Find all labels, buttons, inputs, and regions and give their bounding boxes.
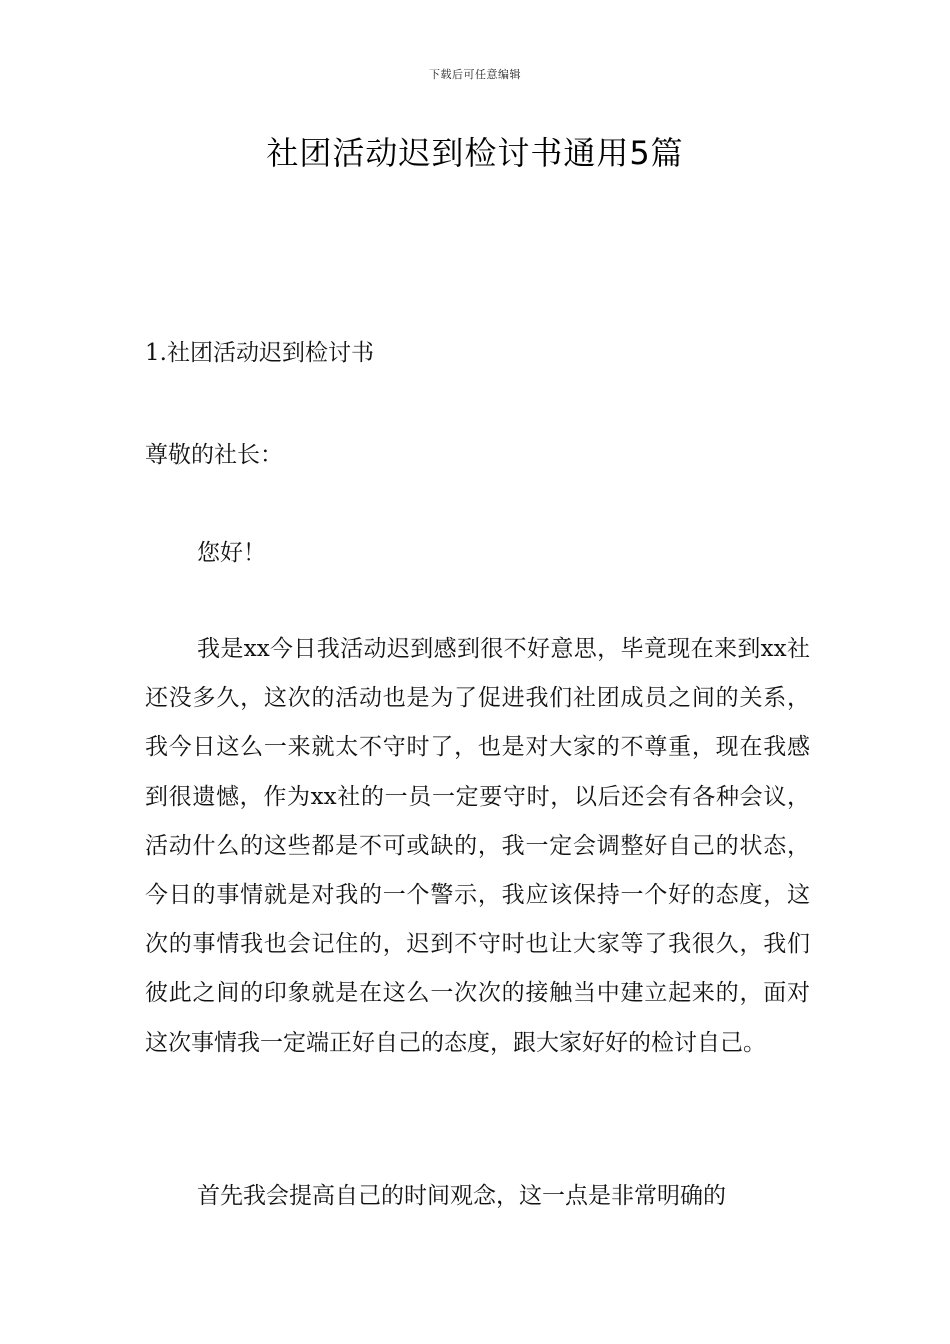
section-heading: 1.社团活动迟到检讨书 (145, 340, 374, 366)
header-note: 下载后可任意编辑 (429, 68, 521, 81)
document-title: 社团活动迟到检讨书通用5篇 (266, 134, 684, 172)
body-paragraph: 首先我会提高自己的时间观念，这一点是非常明确的 (197, 1183, 726, 1209)
greeting: 您好！ (197, 540, 266, 566)
salutation: 尊敬的社长： (145, 442, 283, 468)
body-paragraph: 我是xx今日我活动迟到感到很不好意思，毕竟现在来到xx社还没多久，这次的活动也是为了促进我们社团成员之间的关系，我今日这么一来就太不守时了，也是对大家的不尊重，现在我感到很遗憾，作为xx社的一员一定要守时，以后还会有各种会议，活动什么的这些都是不可或缺的，我一定会调整好自己的状态，今日的事情就是对我的一个警示，我应该保持一个好的态度，这次的事情我也会记住的，迟到不守时也让大家等了我很久，我们彼此之间的印象就是在这么一次次的接触当中建立起来的，面对这次事情我一定端正好自己的态度，跟大家好好的检讨自己。 (145, 636, 810, 1056)
